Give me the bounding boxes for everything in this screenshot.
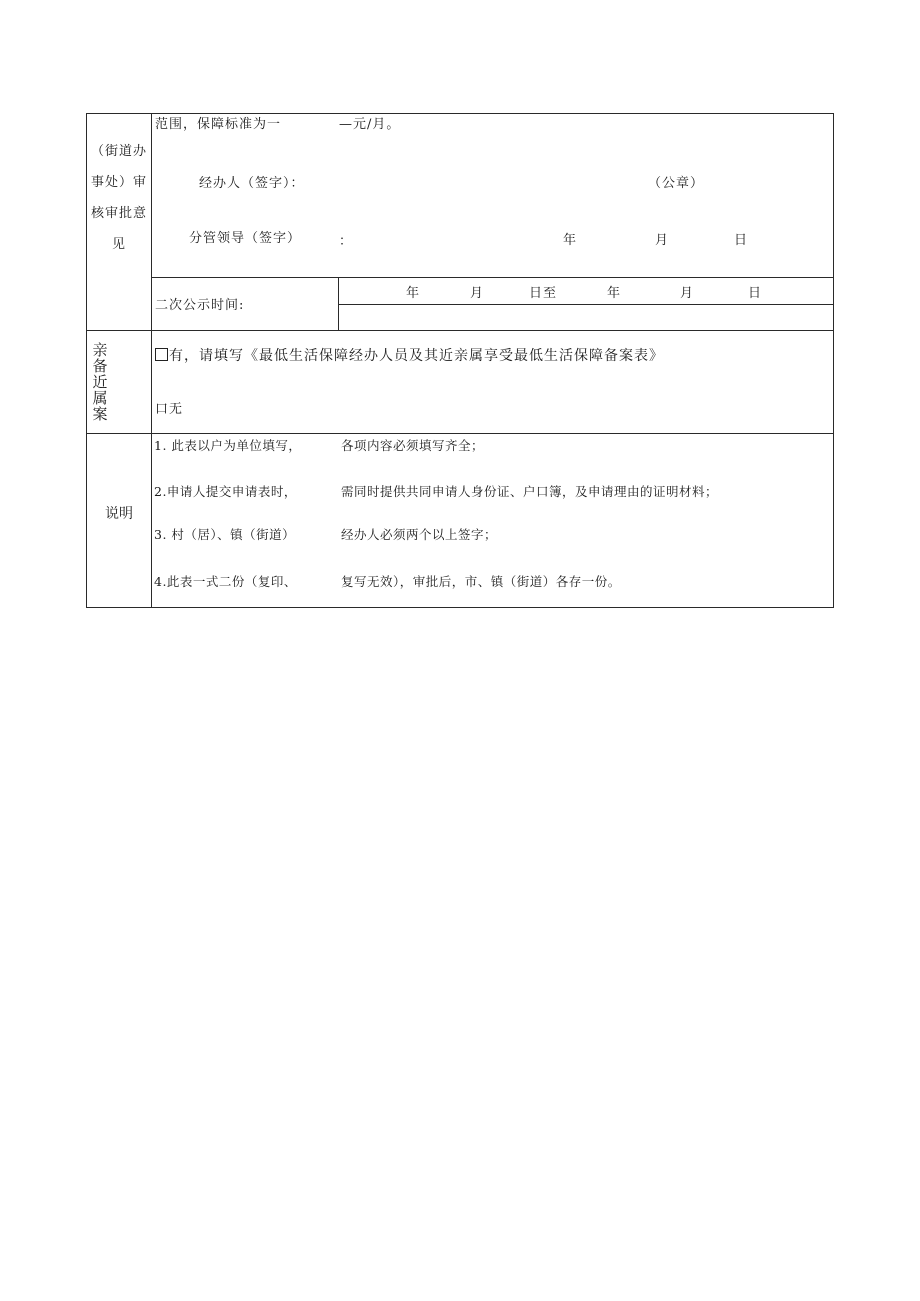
note-item-1-a: 1. 此表以户为单位填写， <box>154 438 302 453</box>
publicity-year-end: 年 <box>607 286 622 301</box>
table-border-left <box>86 113 87 608</box>
official-seal-label: （公章） <box>648 176 705 191</box>
notes-label: 说明 <box>105 506 133 522</box>
note-item-3-a: 3. 村（居）、镇（街道） <box>154 527 296 542</box>
publicity-month-end: 月 <box>680 286 695 301</box>
publicity-row-top <box>151 277 834 278</box>
note-item-1-b: 各项内容必须填写齐全； <box>341 438 485 453</box>
relatives-option-yes[interactable] <box>155 347 664 365</box>
review-label-line-2: 事处）审 <box>90 175 147 190</box>
label-column-divider <box>151 113 152 608</box>
review-date-year: 年 <box>563 233 578 248</box>
review-label-line-1: （街道办 <box>90 144 147 159</box>
note-item-4-a: 4.此表一式二份（复印、 <box>154 574 297 589</box>
note-item-3-b: 经办人必须两个以上签字； <box>341 527 498 542</box>
standard-suffix: —元/月。 <box>339 117 401 132</box>
notes-row-top <box>86 433 834 434</box>
review-label-line-4: 见 <box>111 237 126 252</box>
handler-signature-label: 经办人（签字）： <box>199 176 305 191</box>
yes-checkbox[interactable] <box>155 348 168 361</box>
publicity-day-end: 日 <box>748 286 763 301</box>
leader-signature-label: 分管领导（签字） <box>189 231 302 246</box>
yes-option-text: 有，请填写《最低生活保障经办人员及其近亲属享受最低生活保障备案表》 <box>169 348 664 364</box>
review-date-day: 日 <box>734 233 749 248</box>
relatives-filing-label: 亲备近属案 <box>92 341 108 423</box>
publicity-day-to: 日至 <box>529 286 558 301</box>
review-label <box>88 144 150 268</box>
review-label-line-3: 核审批意 <box>90 206 147 221</box>
relatives-row-top <box>86 330 834 331</box>
leader-signature-colon: ： <box>339 234 354 249</box>
note-item-2-b: 需同时提供共同申请人身份证、户口簿，及申请理由的证明材料； <box>341 484 719 499</box>
note-item-2-a: 2.申请人提交申请表时， <box>154 484 297 499</box>
table-border-right <box>833 113 834 608</box>
second-publicity-label: 二次公示时间: <box>155 298 245 313</box>
review-date-month: 月 <box>655 233 670 248</box>
relatives-option-no[interactable]: 口无 <box>155 402 184 417</box>
standard-prefix: 范围，保障标准为一 <box>155 117 282 132</box>
publicity-inner-divider <box>338 304 834 305</box>
publicity-year-start: 年 <box>406 286 421 301</box>
table-border-bottom <box>86 607 834 608</box>
publicity-month-start: 月 <box>470 286 485 301</box>
table-border-top <box>86 113 834 114</box>
note-item-4-b: 复写无效），审批后，市、镇（街道）各存一份。 <box>341 574 621 589</box>
